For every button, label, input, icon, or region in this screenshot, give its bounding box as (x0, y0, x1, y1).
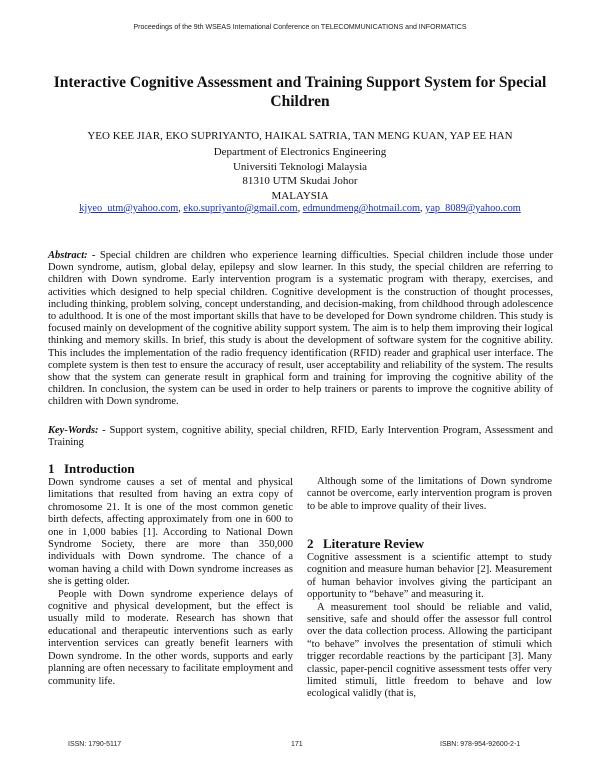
section-number: 1 (48, 461, 55, 476)
paragraph: Down syndrome causes a set of mental and physical limitations that resulted from having an extra copy of chromosome 21. It is one of the most common genetic birth defects, affecting approximately from one in 600 to one in 1,000 babies [1]. According to National Down Syndrome Society, there are more than 350,000 individuals with Down syndrome. The chance of a woman having a child with Down syndrome increases as she is getting older. (48, 477, 293, 588)
keywords-label: Key-Words: - (48, 425, 106, 436)
section-number: 2 (307, 536, 314, 551)
footer-issn: ISSN: 1790-5117 (68, 741, 122, 748)
affiliation-country: MALAYSIA (271, 189, 329, 202)
abstract (48, 250, 553, 409)
section-heading-literature-review (307, 536, 424, 552)
keywords (48, 425, 553, 449)
abstract-label: Abstract: - (48, 250, 96, 261)
literature-review-body (307, 552, 552, 701)
paper-title: Interactive Cognitive Assessment and Training Support System for Special Children (53, 74, 547, 110)
paragraph: People with Down syndrome experience delays of cognitive and physical development, but the effect is usually mild to moderate. Research has shown that educational and therapeutic interventions such as early intervention services can greatly benefit learners with Down syndrome. In the other words, supports and early planning are often necessary to facilitate employment and community life. (48, 588, 293, 687)
email-list (20, 203, 580, 215)
affiliation-university: Universiti Teknologi Malaysia (232, 160, 368, 173)
keywords-text: Support system, cognitive ability, special children, RFID, Early Intervention Program, Assessment and Training (48, 425, 553, 449)
paragraph: Cognitive assessment is a scientific attempt to study cognition and measure human behavior [2]. Measurement of human behavior involves giving the participant an opportunity to “behave” and measuring it. (307, 552, 552, 601)
section-title: Introduction (64, 461, 135, 476)
paragraph: Although some of the limitations of Down syndrome cannot be overcome, early intervention program is proven to be able to improve quality of their lives. (307, 476, 552, 512)
affiliation-department: Department of Electronics Engineering (213, 146, 387, 158)
section-heading-introduction (48, 461, 135, 477)
email-link[interactable]: yap_8089@yahoo.com (425, 203, 521, 214)
email-separator: , (420, 203, 426, 214)
introduction-body-continued (307, 476, 552, 513)
affiliation (40, 145, 560, 203)
email-link[interactable]: eko.supriyanto@gmail.com (183, 203, 298, 214)
footer-isbn: ISBN: 978-954-92600-2-1 (440, 741, 521, 748)
email-link[interactable]: edmundmeng@hotmail.com (302, 203, 421, 214)
section-title: Literature Review (323, 536, 425, 551)
author-list: YEO KEE JIAR, EKO SUPRIYANTO, HAIKAL SATRIA, TAN MENG KUAN, YAP EE HAN (87, 130, 513, 142)
running-header: Proceedings of the 9th WSEAS International Conference on TELECOMMUNICATIONS and INFORMATICS (133, 24, 467, 31)
email-separator: , (297, 203, 303, 214)
abstract-text: Special children are children who experience learning difficulties. Special children include those under Down syndrome, autism, global delay, epilepsy and slow learner. In this study, the special children are referring to children with Down syndrome. Early intervention program is a systematic program with therapy, exercises, and activities which designed to help special children. Cognitive development is the construction of thought processes, including thinking, problem solving, concept understanding, and decision-making, from childhood through adolescence to adulthood. It is one of the most important skills that have to be developed for Down syndrome children. This study is focused mainly on development of the cognitive ability support system. The aim is to help them improving their logical thinking and memory skills. In brief, this study is about the development of software system for the cognitive ability. This includes the implementation of the radio frequency identification (RFID) reader and graphical user interface. The complete system is then test to ensure the accuracy of result, user acceptability and reliability of the system. The results show that the system can generate result in graphical form and training for improving the cognitive ability of the children. In conclusion, the system can be used in order to help trainers or parents to improve the cognitive ability of children with Down syndrome. (48, 250, 553, 408)
paragraph: A measurement tool should be reliable and valid, sensitive, safe and should offer the assessor full control over the data collection process. Allowing the participant “to behave” involves the presentation of stimuli which trigger recordable reactions by the participant [3]. Many classic, paper-pencil cognitive assessment tests offer very limited stimuli, little freedom to behave and low ecological validly (that is, (307, 601, 552, 700)
footer-page-number: 171 (291, 741, 303, 748)
email-separator: , (178, 203, 184, 214)
email-link[interactable]: kjyeo_utm@yahoo.com (79, 203, 179, 214)
affiliation-address: 81310 UTM Skudai Johor (242, 175, 358, 187)
introduction-body (48, 477, 293, 688)
